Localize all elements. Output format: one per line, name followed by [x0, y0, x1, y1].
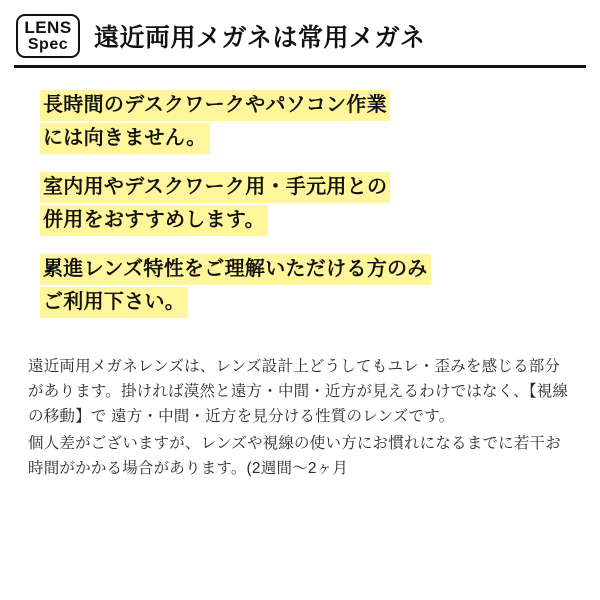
highlight-block-lines [40, 172, 574, 236]
highlight-line: 累進レンズ特性をご理解いただける方のみ [40, 254, 431, 285]
highlight-block [40, 172, 574, 236]
page-title: 遠近両用メガネは常用メガネ [94, 24, 426, 52]
highlighted-notes [0, 68, 600, 318]
header-divider [14, 65, 586, 68]
highlight-block-lines [40, 90, 574, 154]
highlight-line: には向きません。 [40, 123, 210, 154]
document-header [0, 0, 600, 68]
highlight-line: ご利用下さい。 [40, 287, 188, 318]
highlight-block [40, 90, 574, 154]
highlight-line: 長時間のデスクワークやパソコン作業 [40, 90, 390, 121]
highlight-line: 併用をおすすめします。 [40, 205, 268, 236]
body-paragraph-2: 個人差がございますが、レンズや視線の使い方にお慣れになるまでに若干お時間がかかる場合があります。(2週間〜2ヶ月 [28, 435, 561, 478]
highlight-block-lines [40, 254, 574, 318]
lens-spec-badge [16, 14, 80, 58]
body-text [0, 336, 600, 482]
badge-label-spec: Spec [27, 36, 69, 53]
body-paragraph-1: 遠近両用メガネレンズは、レンズ設計上どうしてもユレ・歪みを感じる部分があります。掛ければ漠然と遠方・中間・近方が見えるわけではなく、【視線の移動】で 遠方・中間・近方を見分ける性質のレンズです。 [28, 358, 569, 426]
highlight-block [40, 254, 574, 318]
highlight-line: 室内用やデスクワーク用・手元用との [40, 172, 390, 203]
badge-label-lens: LENS [24, 18, 72, 37]
